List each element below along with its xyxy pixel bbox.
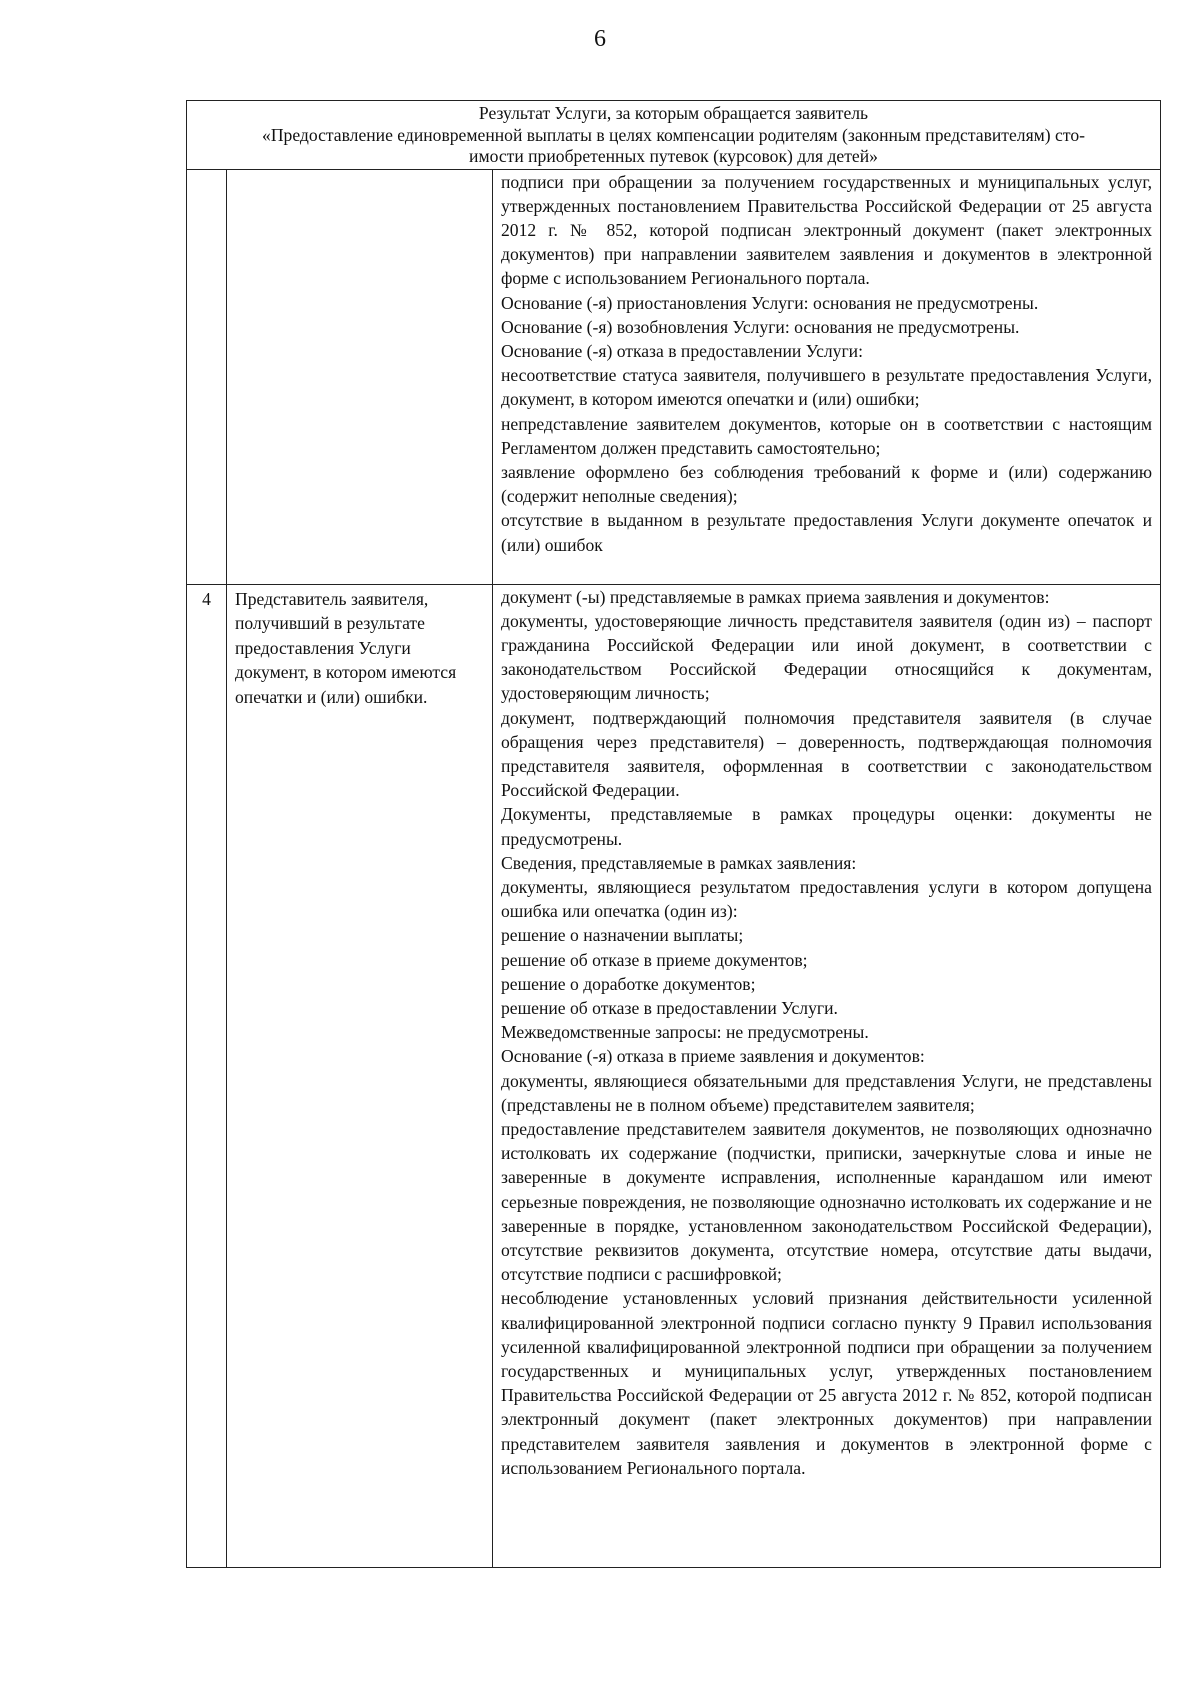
table-header-line: Результат Услуги, за которым обращается заявитель [478, 103, 869, 123]
paragraph: решение об отказе в приеме документов; [501, 949, 808, 970]
paragraph: документы, являющиеся обязательными для представления Услуги, не представлены (представлены не в полном объеме) представителем заявителя; [501, 1070, 1152, 1115]
table-row [187, 169, 1161, 584]
paragraph: подписи при обращении за получением государственных и муниципальных услуг, утвержденных постановлением Правительства Российской Федерации от 25 августа 2012 г. № 852, которой подписан электронный документ (пакет электронных документов) при направлении заявителем заявления и документов в электронной форме с использованием Регионального портала. [501, 171, 1152, 289]
paragraph: Межведомственные запросы: не предусмотрены. [501, 1022, 869, 1043]
service-result-table [186, 100, 1161, 1568]
paragraph: Основание (-я) отказа в приеме заявления и документов: [501, 1046, 925, 1067]
paragraph: решение об отказе в предоставлении Услуги. [501, 997, 838, 1018]
applicant-cell [227, 169, 493, 584]
table-header-row [187, 101, 1161, 170]
paragraph: документ, подтверждающий полномочия представителя заявителя (в случае обращения через представителя) – доверенность, подтверждающая полномочия представителя заявителя, оформленная в соответствии с законодательством Российской Федерации. [501, 707, 1152, 801]
paragraph: несоблюдение установленных условий признания действительности усиленной квалифицированной электронной подписи согласно пункту 9 Правил использования усиленной квалифицированной электронной подписи при обращении за получением государственных и муниципальных услуг, утвержденных постановлением Правительства Российской Федерации от 25 августа 2012 г. № 852, которой подписан электронный документ (пакет электронных документов) при направлении представителем заявителя заявления и документов в электронной форме с использованием Регионального портала. [501, 1288, 1152, 1478]
paragraph: документ (-ы) представляемые в рамках приема заявления и документов: [501, 586, 1050, 607]
page-number: 6 [594, 26, 606, 52]
row-number-cell [187, 169, 227, 584]
paragraph: Основание (-я) отказа в предоставлении Услуги: [501, 340, 863, 361]
paragraph: документы, являющиеся результатом предоставления услуги в котором допущена ошибка или опечатка (один из): [501, 876, 1152, 922]
table-header-cell [187, 101, 1161, 170]
paragraph: решение о назначении выплаты; [501, 925, 744, 946]
paragraph: Основание (-я) возобновления Услуги: основания не предусмотрены. [501, 316, 1020, 337]
paragraph: Основание (-я) приостановления Услуги: основания не предусмотрены. [501, 292, 1039, 313]
paragraph: отсутствие в выданном в результате предоставления Услуги документе опечаток и (или) ошибок [501, 510, 1152, 555]
paragraph: непредставление заявителем документов, которые он в соответствии с настоящим Регламентом должен представить самостоятельно; [501, 413, 1152, 458]
paragraph: заявление оформлено без соблюдения требований к форме и (или) содержанию (содержит неполные сведения); [501, 461, 1152, 507]
paragraph: Документы, представляемые в рамках процедуры оценки: документы не предусмотрены. [501, 804, 1152, 849]
paragraph: документы, удостоверяющие личность представителя заявителя (один из) – паспорт гражданина Российской Федерации или иной документ, в соответствии с законодательством Российской Федерации относящийся к документам, удостоверяющим личность; [501, 610, 1152, 704]
paragraph: Сведения, представляемые в рамках заявления: [501, 852, 857, 873]
requirements-cell [493, 584, 1161, 1567]
table-header-line: «Предоставление единовременной выплаты в целях компенсации родителям (законным представителям) сто- [262, 124, 1085, 145]
requirements-cell [493, 169, 1161, 584]
paragraph: несоответствие статуса заявителя, получившего в результате предоставления Услуги, документ, в котором имеются опечатки и (или) ошибки; [501, 365, 1152, 410]
table-row [187, 584, 1161, 1567]
paragraph: предоставление представителем заявителя документов, не позволяющих однозначно истолковать их содержание (подчистки, приписки, зачеркнутые слова и иные не заверенные в документе исправления, исполненные карандашом или имеют серьезные повреждения, не позволяющие однозначно истолковать их содержание и не заверенные в порядке, установленном законодательством Российской Федерации), отсутствие реквизитов документа, отсутствие номера, отсутствие даты выдачи, отсутствие подписи с расшифровкой; [501, 1118, 1152, 1285]
paragraph: решение о доработке документов; [501, 973, 756, 994]
row-number-cell: 4 [187, 584, 227, 1567]
table-header-line: имости приобретенных путевок (курсовок) для детей» [469, 146, 878, 166]
applicant-cell: Представитель заявителя, получивший в результате предоставления Услуги документ, в котором имеются опечатки и (или) ошибки. [227, 584, 493, 1567]
